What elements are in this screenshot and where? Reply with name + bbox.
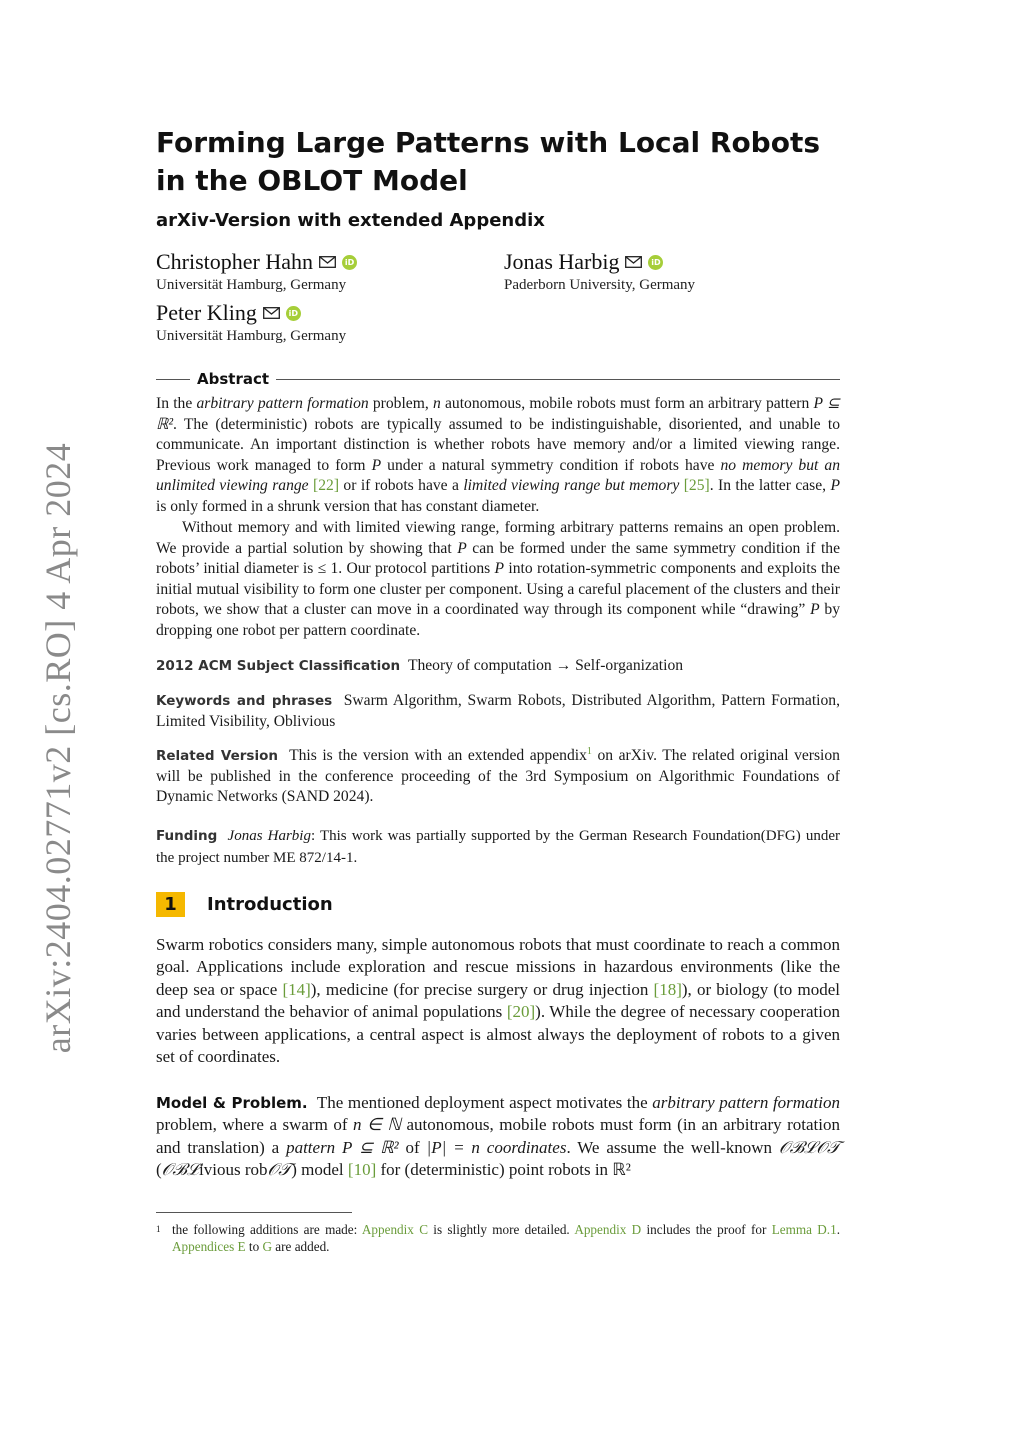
intro-paragraph-1: Swarm robotics considers many, simple autonomous robots that must coordinate to reach a common goal. Applications include exploration and rescue missions in hazardous environments (like the deep sea or space [14]), medicine (for precise surgery or drug injection [18]), or biology (to model and understand the behavior of animal populations [20]). While the degree of necessary cooperation varies between applications, a central aspect is almost always the deployment of robots to a given set of coordinates. xyxy=(156,935,841,1067)
abstract-heading xyxy=(156,368,840,390)
orcid-icon[interactable]: iD xyxy=(648,255,663,270)
author-block-3 xyxy=(156,300,346,345)
author-name: Peter Kling xyxy=(156,300,257,325)
intro-paragraph-2: Model & Problem. The mentioned deployment aspect motivates the arbitrary pattern formation problem, where a swarm of n ∈ ℕ autonomous, mobile robots must form (in an arbitrary rotation and translation) a pattern P ⊆ ℝ² of |P| = n coordinates. We assume the well-known 𝒪ℬℒ𝒪𝒯 (𝒪ℬℒivious rob𝒪𝒯) model [10] for (deterministic) point robots in ℝ² xyxy=(156,1093,841,1180)
mail-icon[interactable] xyxy=(625,256,642,268)
citation-link[interactable]: [20] xyxy=(506,1002,536,1022)
keywords xyxy=(156,691,840,732)
divider xyxy=(276,379,840,380)
appendix-link[interactable]: Appendix D xyxy=(574,1222,642,1237)
author-block-1 xyxy=(156,249,357,294)
author-name: Jonas Harbig xyxy=(504,249,620,274)
mail-icon[interactable] xyxy=(263,307,280,319)
acm-value: Theory of computation → Self-organization xyxy=(407,657,684,674)
orcid-icon[interactable]: iD xyxy=(342,255,357,270)
citation-link[interactable]: [10] xyxy=(347,1160,377,1180)
section-number: 1 xyxy=(156,892,185,917)
footnote-number: 1 xyxy=(156,1224,161,1234)
funding-label: Funding xyxy=(156,828,218,844)
acm-classification xyxy=(156,656,840,677)
author-name: Christopher Hahn xyxy=(156,249,314,274)
paragraph-label: Model & Problem. xyxy=(156,1094,308,1112)
lemma-link[interactable]: Lemma D.1 xyxy=(771,1222,837,1237)
author-block-2 xyxy=(504,249,695,294)
title-line-2: in the OBLOT Model xyxy=(156,164,468,197)
abstract-label: Abstract xyxy=(197,370,270,388)
citation-link[interactable]: [18] xyxy=(653,979,682,999)
acm-label: 2012 ACM Subject Classification xyxy=(156,658,401,674)
citation-link[interactable]: [14] xyxy=(282,979,311,999)
author-affiliation: Universität Hamburg, Germany xyxy=(156,328,347,344)
orcid-icon[interactable]: iD xyxy=(286,306,301,321)
related-version: Related Version This is the version with an extended appendix$^1$ on arXiv. The related original version will be published in the conference proceeding of the 3rd Symposium on Algorithmic Foundations of Dynamic Networks (SAND 2024). xyxy=(156,745,840,806)
citation-link[interactable]: [22] xyxy=(313,477,340,495)
keywords-label: Keywords and phrases xyxy=(156,693,333,709)
section-title: Introduction xyxy=(207,894,333,915)
paper-subtitle: arXiv-Version with extended Appendix xyxy=(156,210,545,231)
author-affiliation: Paderborn University, Germany xyxy=(504,277,696,293)
keywords-value: Swarm Algorithm, Swarm Robots, Distributed Algorithm, Pattern Formation, Limited Visibility, Oblivious xyxy=(156,692,841,730)
abstract-paragraph-2: Without memory and with limited viewing range, forming arbitrary patterns remains an open problem. We provide a partial solution by showing that P can be formed under the same symmetry condition if the robots’ initial diameter is ≤ 1. Our protocol partitions P into rotation-symmetric components and exploits the initial mutual visibility to form one cluster per component. Using a careful placement of the clusters and their robots, we show that a cluster can move in a coordinated way through its component while “drawing” P by dropping one robot per pattern coordinate. xyxy=(156,519,841,639)
citation-link[interactable]: [25] xyxy=(683,477,710,495)
divider xyxy=(156,379,190,380)
paper-title xyxy=(156,124,856,200)
arxiv-stamp: arXiv:2404.02771v2 [cs.RO] 4 Apr 2024 xyxy=(38,442,78,1054)
funding: Funding Jonas Harbig: This work was partially supported by the German Research Foundation(DFG) under the project number ME 872/14-1. xyxy=(156,828,840,866)
footnote-marker[interactable]: 1 xyxy=(586,745,592,757)
appendix-link[interactable]: Appendix C xyxy=(361,1222,428,1237)
related-label: Related Version xyxy=(156,748,278,764)
author-affiliation: Universität Hamburg, Germany xyxy=(156,277,347,293)
title-line-1: Forming Large Patterns with Local Robots xyxy=(156,126,821,159)
footnote: 1 the following additions are made: Appendix C is slightly more detailed. Appendix D includes the proof for Lemma D.1. Appendices E to G are added. xyxy=(156,1222,840,1254)
mail-icon[interactable] xyxy=(319,256,336,268)
appendix-link[interactable]: G xyxy=(262,1238,272,1254)
abstract-paragraph-1: In the arbitrary pattern formation problem, n autonomous, mobile robots must form an arbitrary pattern P ⊆ ℝ². The (deterministic) robots are typically assumed to be indistinguishable, disoriented, and unable to communicate. An important distinction is whether robots have memory and/or a limited viewing range. Previous work managed to form P under a natural symmetry condition if robots have no memory but an unlimited viewing range [22] or if robots have a limited viewing range but memory [25]. In the latter case, P is only formed in a shrunk version that has constant diameter. xyxy=(156,395,840,515)
footnote-divider xyxy=(156,1212,352,1213)
appendix-link[interactable]: Appendices E xyxy=(172,1238,246,1254)
